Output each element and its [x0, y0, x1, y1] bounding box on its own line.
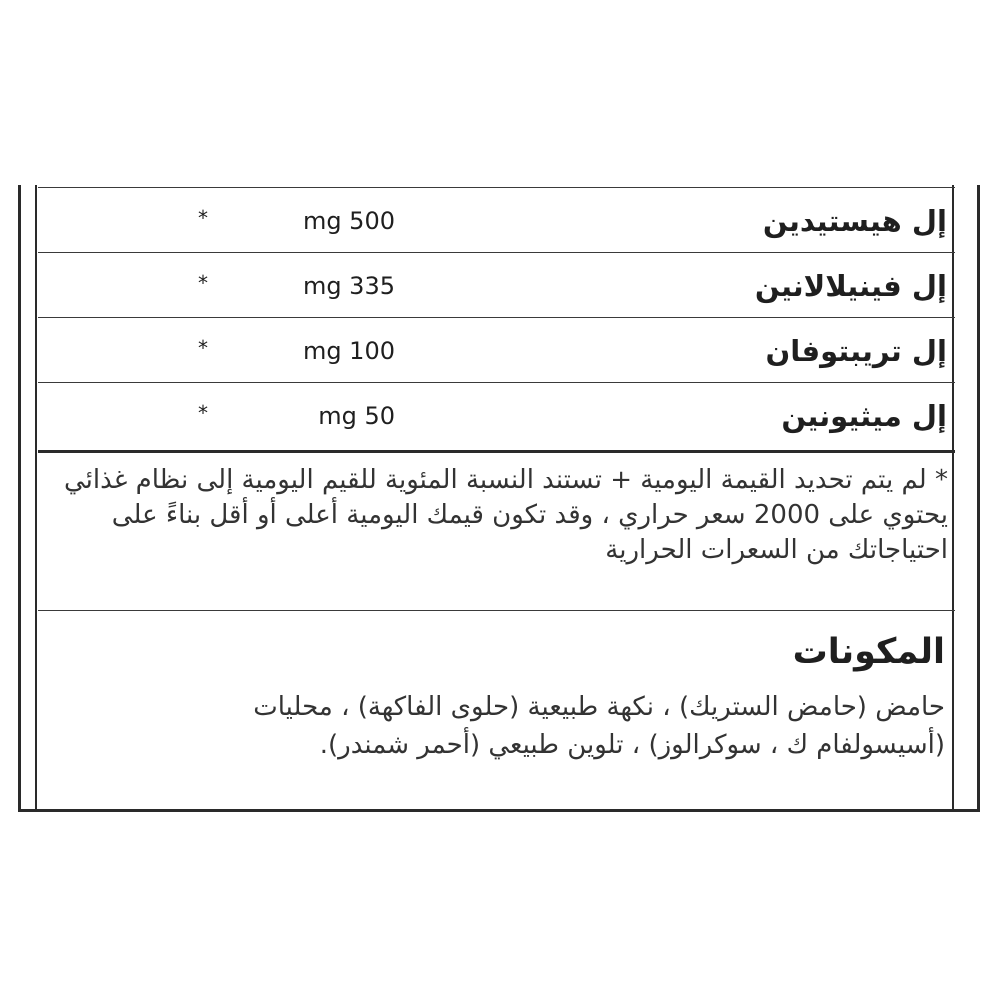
ingredients-heading: المكونات [792, 632, 945, 672]
table-row [38, 385, 955, 449]
nutrient-name: إل فينيلالانين [754, 269, 947, 303]
daily-value: * [198, 271, 208, 295]
table-bottom-rule [38, 450, 955, 453]
panel-border-left-inner [35, 185, 37, 812]
row-divider [38, 187, 955, 188]
row-divider [38, 252, 955, 253]
nutrient-name: إل تريبتوفان [765, 334, 947, 368]
daily-value: * [198, 206, 208, 230]
section-divider [38, 610, 955, 611]
nutrient-name: إل هيستيدين [762, 204, 947, 238]
table-row [38, 320, 955, 384]
daily-value: * [198, 401, 208, 425]
nutrient-amount: mg 500 [302, 207, 395, 235]
nutrient-name: إل ميثيونين [781, 399, 947, 433]
daily-value: * [198, 336, 208, 360]
table-row [38, 190, 955, 254]
row-divider [38, 317, 955, 318]
panel-border-bottom [18, 809, 980, 812]
table-row [38, 255, 955, 319]
nutrient-amount: mg 50 [318, 402, 395, 430]
row-divider [38, 382, 955, 383]
nutrient-amount: mg 335 [302, 272, 395, 300]
nutrient-amount: mg 100 [302, 337, 395, 365]
panel-border-right-outer [977, 185, 980, 812]
ingredients-text: حامض (حامض الستريك) ، نكهة طبيعية (حلوى الفاكهة) ، محليات (أسيسولفام ك ، سوكرالوز) ، تلوين طبيعي (أحمر شمندر). [253, 692, 945, 760]
daily-value-footnote: * لم يتم تحديد القيمة اليومية + تستند النسبة المئوية للقيم اليومية إلى نظام غذائي يحتوي على 2000 سعر حراري ، وقد تكون قيمك اليومية أعلى أو أقل بناءً على احتياجاتك من السعرات الحرارية [63, 465, 948, 565]
panel-border-left-outer [18, 185, 21, 812]
